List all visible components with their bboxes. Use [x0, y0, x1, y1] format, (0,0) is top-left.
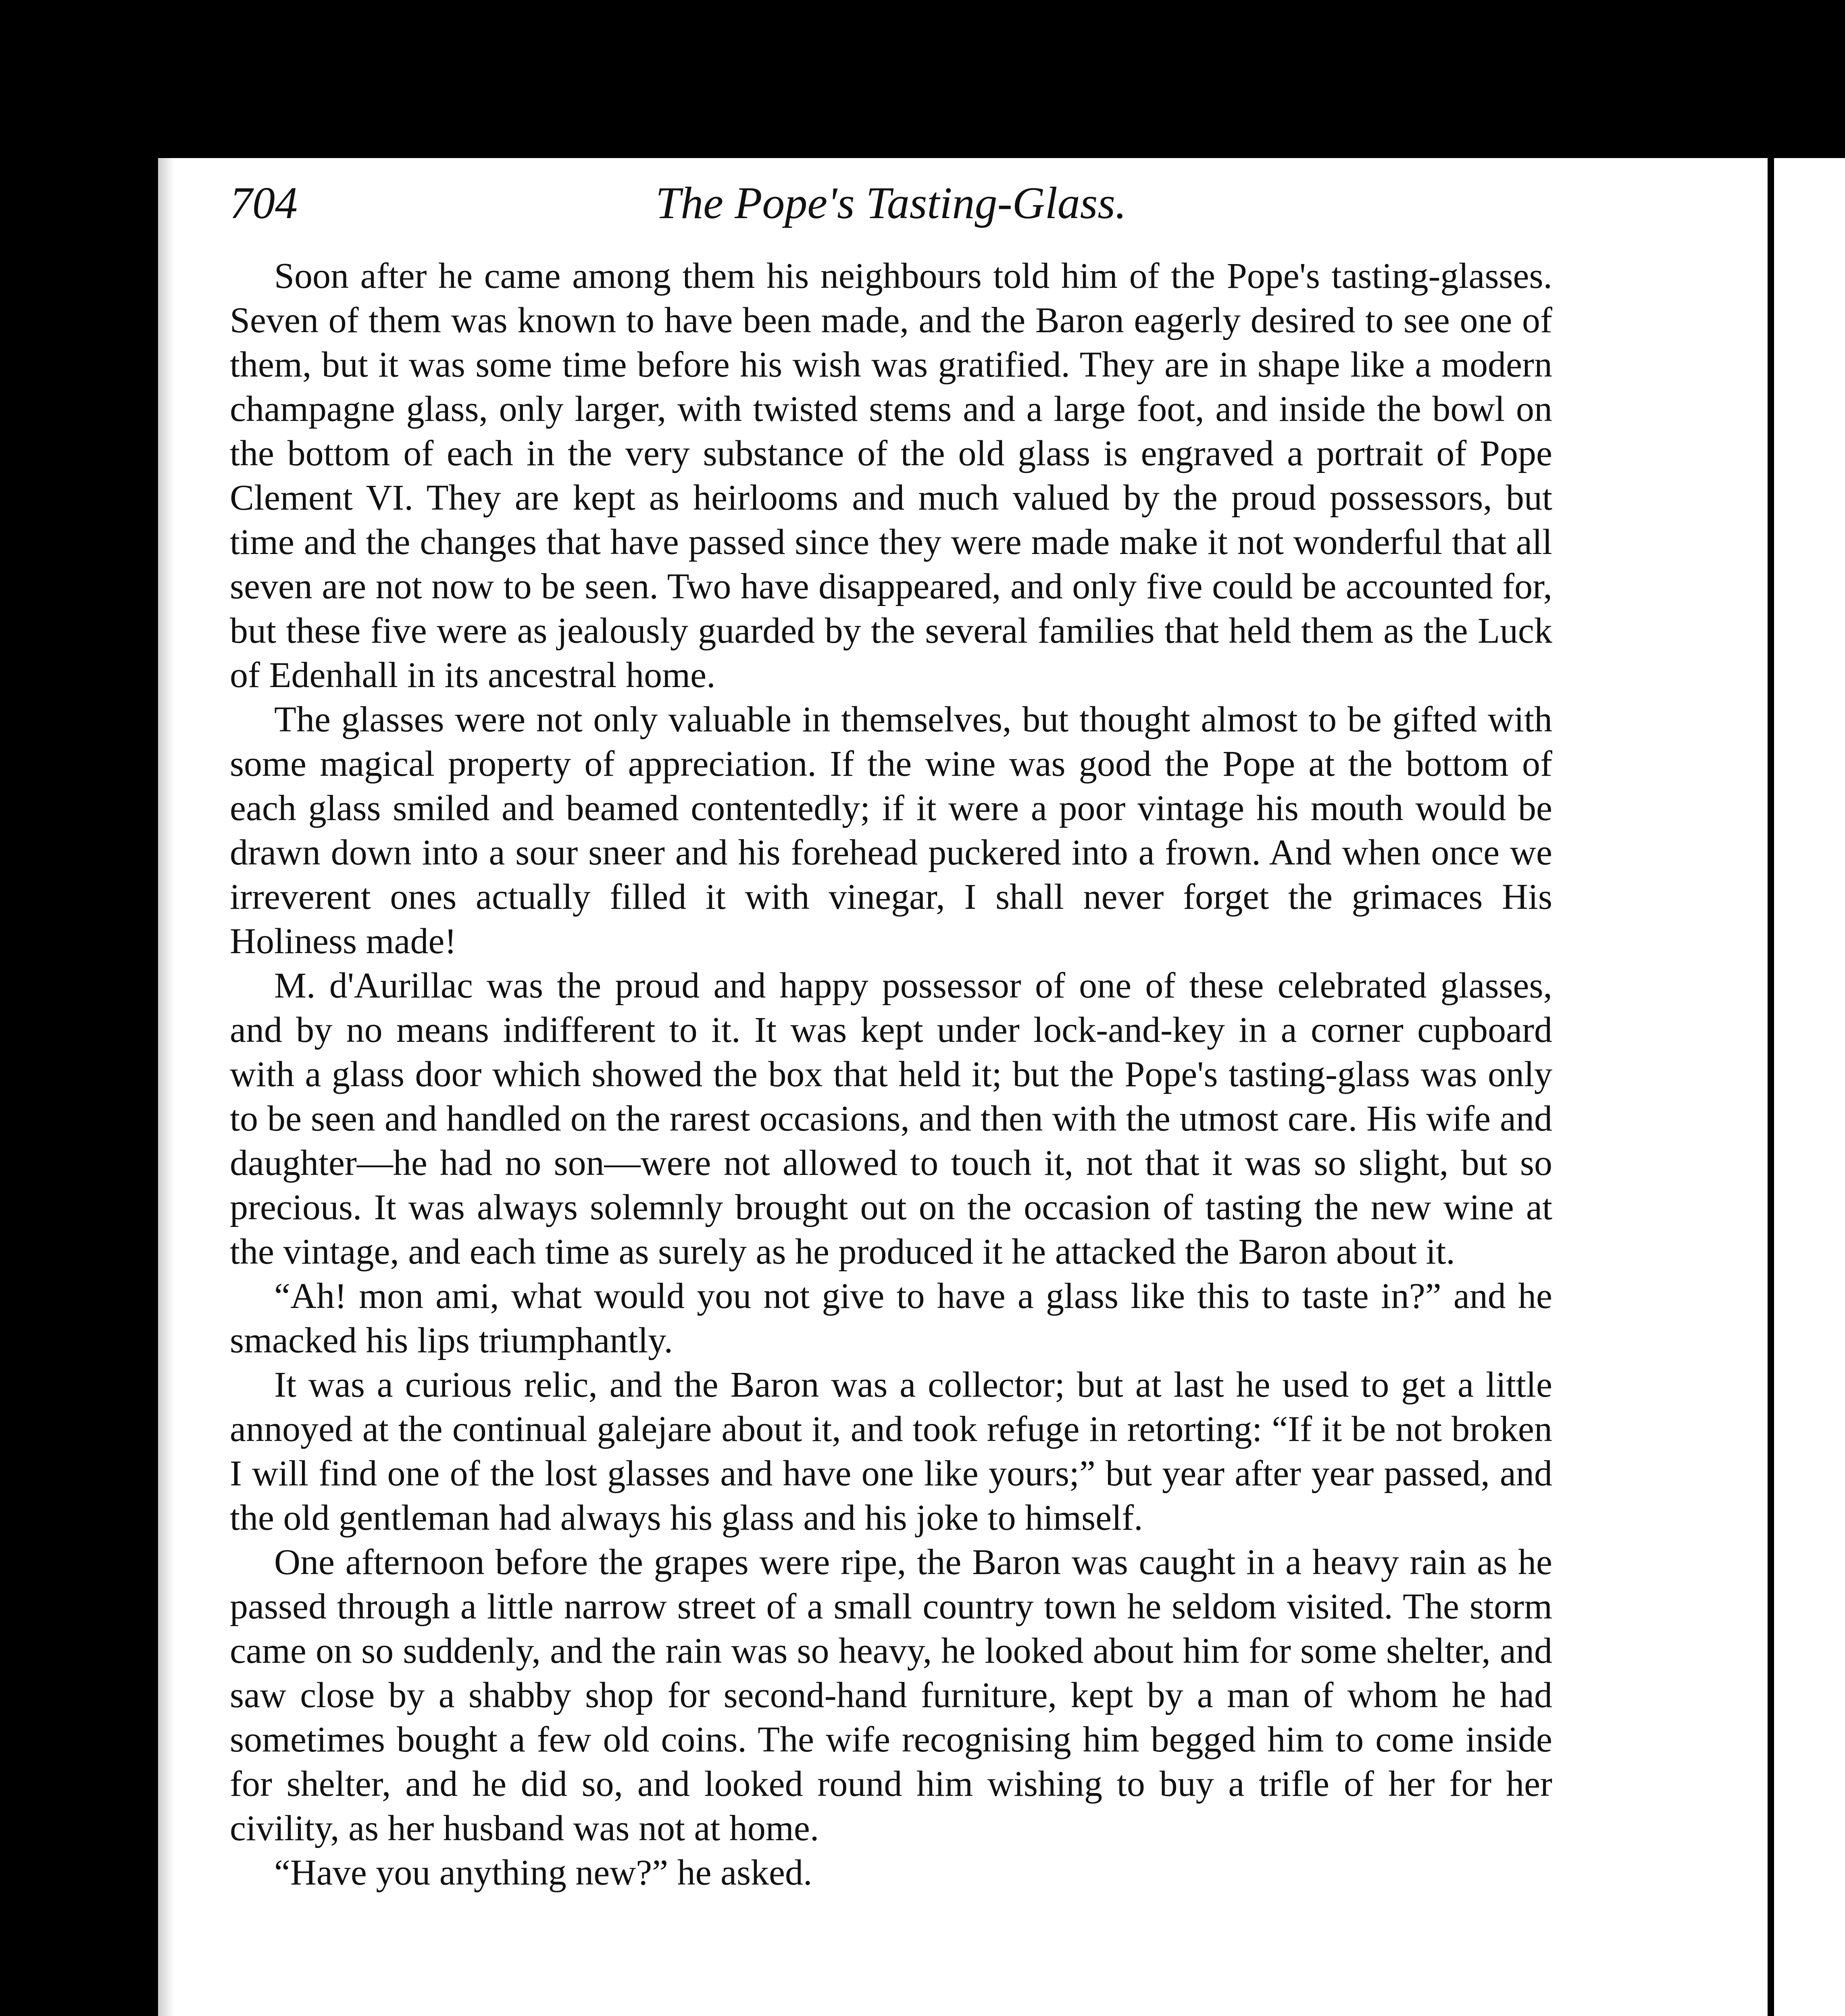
paragraph: It was a curious relic, and the Baron was a collector; but at last he used to get a little annoyed at the continual galejare about it, and took refuge in retorting: “If it be not broken I will find one of the lost glasses and have one like yours;” but year after year passed, and the old gentleman had always his glass and his joke to himself.: [230, 1365, 1552, 1538]
page-header: [230, 177, 1552, 258]
paragraph: M. d'Aurillac was the proud and happy possessor of one of these celebrated glasses, and by no means indifferent to it. It was kept under lock-and-key in a corner cupboard with a glass door which showed the box that held it; but the Pope's tasting-glass was only to be seen and handled on the rarest occasions, and then with the utmost care. His wife and daughter—he had no son—were not allowed to touch it, not that it was so slight, but so precious. It was always solemnly brought out on the occasion of tasting the new wine at the vintage, and each time as surely as he produced it he attacked the Baron about it.: [230, 966, 1552, 1272]
page-number: 704: [230, 178, 298, 228]
running-title: The Pope's Tasting-Glass.: [656, 178, 1127, 228]
body-text: [230, 254, 1552, 1895]
paragraph: The glasses were not only valuable in themselves, but thought almost to be gifted with some magical property of appreciation. If the wine was good the Pope at the bottom of each glass smiled and beamed contentedly; if it were a poor vintage his mouth would be drawn down into a sour sneer and his forehead puckered into a frown. And when once we irreverent ones actually filled it with vinegar, I shall never forget the grimaces His Holiness made!: [230, 700, 1552, 961]
adjacent-page-edge: [1774, 158, 1845, 2016]
paragraph: Soon after he came among them his neighbours told him of the Pope's tasting-glasses. Seven of them was known to have been made, and the Baron eagerly desired to see one of them, but it was some time before his wish was gratified. They are in shape like a modern champagne glass, only larger, with twisted stems and a large foot, and inside the bowl on the bottom of each in the very substance of the old glass is engraved a portrait of Pope Clement VI. They are kept as heirlooms and much valued by the proud possessors, but time and the changes that have passed since they were made make it not wonderful that all seven are not now to be seen. Two have disappeared, and only five could be accounted for, but these five were as jealously guarded by the several families that held them as the Luck of Edenhall in its ancestral home.: [230, 256, 1552, 695]
paragraph: One afternoon before the grapes were ripe, the Baron was caught in a heavy rain as he passed through a little narrow street of a small country town he seldom visited. The storm came on so suddenly, and the rain was so heavy, he looked about him for some shelter, and saw close by a shabby shop for second-hand furniture, kept by a man of whom he had sometimes bought a few old coins. The wife recognising him begged him to come inside for shelter, and he did so, and looked round him wishing to buy a trifle of her for her civility, as her husband was not at home.: [230, 1542, 1552, 1848]
paragraph: “Have you anything new?” he asked.: [274, 1853, 812, 1893]
page-gutter-shadow: [158, 158, 174, 2016]
paragraph: “Ah! mon ami, what would you not give to have a glass like this to taste in?” and he smacked his lips triumphantly.: [230, 1276, 1552, 1360]
